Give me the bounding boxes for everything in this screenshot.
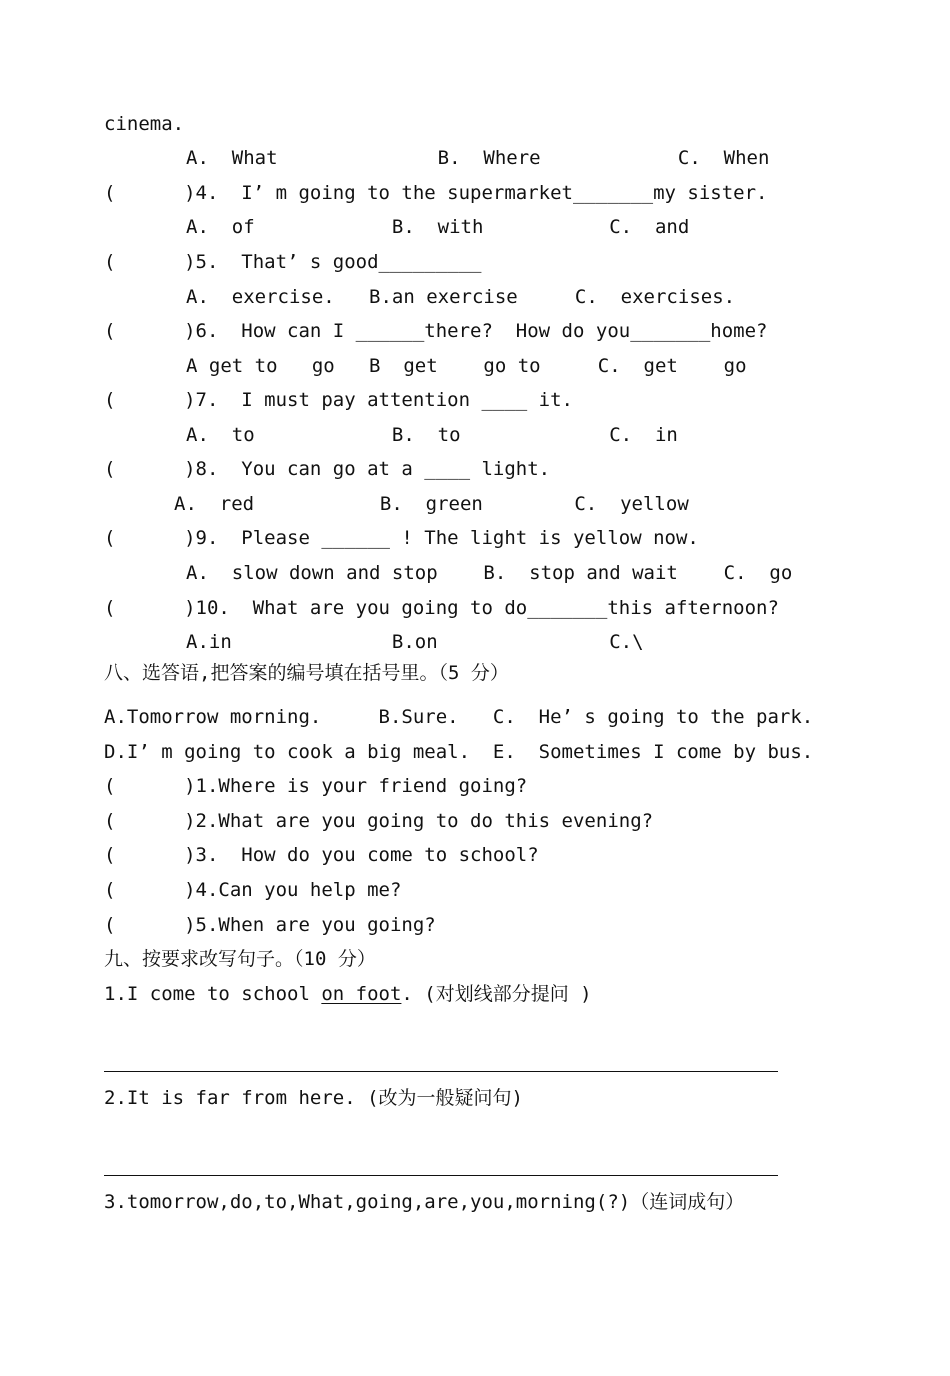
q10-options: A.in B.on C.\ <box>186 631 644 653</box>
answer-line-1[interactable] <box>104 1071 778 1072</box>
question-8: ( )8. You can go at a ____ light. <box>104 458 551 480</box>
question-7: ( )7. I must pay attention ____ it. <box>104 389 573 411</box>
q7-options: A. to B. to C. in <box>186 424 678 446</box>
q4-options: A. of B. with C. and <box>186 216 690 238</box>
question-6: ( )6. How can I ______there? How do you_______home? <box>104 320 768 342</box>
match-question-2: ( )2.What are you going to do this evening? <box>104 810 654 832</box>
question-5: ( )5. That’ s good_________ <box>104 251 482 273</box>
q9-options: A. slow down and stop B. stop and wait C. go <box>186 562 793 584</box>
rewrite-question-1 <box>104 982 592 1006</box>
match-question-3: ( )3. How do you come to school? <box>104 844 539 866</box>
question-9: ( )9. Please ______ ! The light is yellow now. <box>104 527 699 549</box>
match-question-4: ( )4.Can you help me? <box>104 879 402 901</box>
q8-options: A. red B. green C. yellow <box>174 493 689 515</box>
rewrite-q1-suffix: . (对划线部分提问 ) <box>401 983 592 1005</box>
rewrite-question-2: 2.It is far from here. (改为一般疑问句) <box>104 1087 523 1109</box>
section-9-heading: 九、按要求改写句子。（10 分） <box>104 948 376 970</box>
section-8-heading: 八、选答语,把答案的编号填在括号里。（5 分） <box>104 662 509 684</box>
question-10: ( )10. What are you going to do_______this afternoon? <box>104 597 779 619</box>
rewrite-q1-underlined: on foot <box>321 983 402 1005</box>
match-question-1: ( )1.Where is your friend going? <box>104 775 528 797</box>
question-4: ( )4. I’ m going to the supermarket_______my sister. <box>104 182 768 204</box>
q5-options: A. exercise. B.an exercise C. exercises. <box>186 286 736 308</box>
rewrite-question-3: 3.tomorrow,do,to,What,going,are,you,morning(?)（连词成句） <box>104 1191 745 1213</box>
answer-choices-row-1: A.Tomorrow morning. B.Sure. C. He’ s going to the park. <box>104 706 814 728</box>
line-cinema: cinema. <box>104 113 185 135</box>
answer-choices-row-2: D.I’ m going to cook a big meal. E. Sometimes I come by bus. <box>104 741 814 763</box>
rewrite-q1-prefix: 1.I come to school <box>104 983 322 1005</box>
q6-options: A get to go B get go to C. get go <box>186 355 747 377</box>
q3-options: A. What B. Where C. When <box>186 147 770 169</box>
match-question-5: ( )5.When are you going? <box>104 914 436 936</box>
answer-line-2[interactable] <box>104 1175 778 1176</box>
